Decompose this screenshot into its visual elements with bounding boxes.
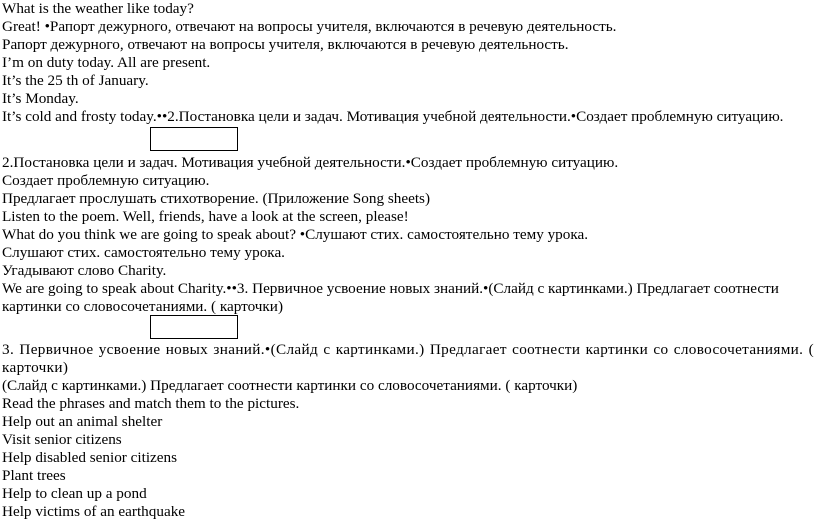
text-line-listen-poem-en: Listen to the poem. Well, friends, have a look at the screen, please! [2, 208, 409, 225]
text-line-great-report: Great! •Рапорт дежурного, отвечают на вопросы учителя, включаются в речевую деятельность. [2, 18, 617, 35]
text-line-speak-about: What do you think we are going to speak about? •Слушают стих. самостоятельно тему урока. [2, 226, 589, 243]
text-line-report: Рапорт дежурного, отвечают на вопросы учителя, включаются в речевую деятельность. [2, 36, 569, 53]
text-line-slide-pictures: (Слайд с картинками.) Предлагает соотнести картинки со словосочетаниями. ( карточки) [2, 377, 578, 394]
text-line-problem-situation: Создает проблемную ситуацию. [2, 172, 210, 189]
text-line-weather-question: What is the weather like today? [2, 0, 194, 17]
text-line-on-duty: I’m on duty today. All are present. [2, 54, 211, 71]
empty-text-box [150, 127, 238, 151]
phrase-plant-trees: Plant trees [2, 467, 66, 484]
phrase-visit-senior-citizens: Visit senior citizens [2, 431, 122, 448]
text-line-speak-charity: We are going to speak about Charity.••3. Первичное усвоение новых знаний.•(Слайд с картинками.) Предлагает соотнести [2, 280, 779, 297]
phrase-animal-shelter: Help out an animal shelter [2, 413, 163, 430]
text-paragraph-primary-learning: 3. Первичное усвоение новых знаний.•(Слайд с картинками.) Предлагает соотнести картинки со словосочетаниями. ( карточки) [2, 341, 814, 376]
text-line-date: It’s the 25 th of January. [2, 72, 149, 89]
text-line-goal-setting: 2.Постановка цели и задач. Мотивация учебной деятельности.•Создает проблемную ситуацию. [2, 154, 619, 171]
empty-text-box [150, 315, 238, 339]
text-line-cards: картинки со словосочетаниями. ( карточки) [2, 298, 283, 315]
text-line-cold-frosty: It’s cold and frosty today.••2.Постановка цели и задач. Мотивация учебной деятельности.•Создает проблемную ситуацию. [2, 108, 784, 125]
text-line-day: It’s Monday. [2, 90, 79, 107]
phrase-help-disabled: Help disabled senior citizens [2, 449, 178, 466]
text-line-listen-topic: Слушают стих. самостоятельно тему урока. [2, 244, 285, 261]
phrase-clean-pond: Help to clean up a pond [2, 485, 147, 502]
text-line-listen-poem-ru: Предлагает прослушать стихотворение. (Приложение Song sheets) [2, 190, 431, 207]
phrase-earthquake-victims: Help victims of an earthquake [2, 503, 186, 520]
text-line-guess-charity: Угадывают слово Charity. [2, 262, 167, 279]
text-line-read-phrases: Read the phrases and match them to the pictures. [2, 395, 300, 412]
